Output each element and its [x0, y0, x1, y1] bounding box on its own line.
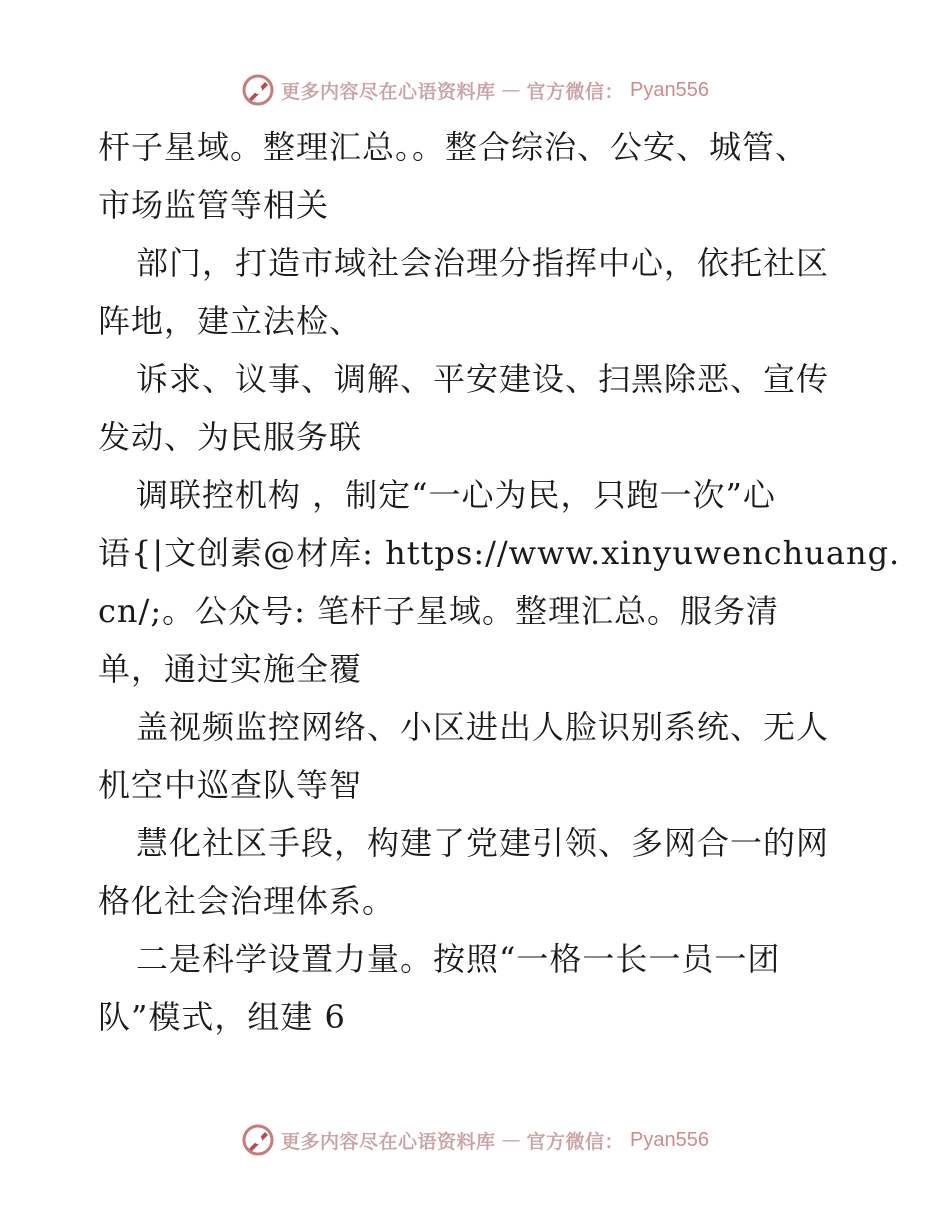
text-line: 部门，打造市域社会治理分指挥中心，依托社区: [136, 244, 830, 282]
document-body: [98, 118, 901, 1046]
watermark-id: Pyan556: [630, 78, 709, 101]
watermark-separator: —: [501, 79, 521, 101]
watermark-label: 官方微信：: [526, 1130, 625, 1153]
header-watermark: [0, 70, 950, 110]
text-line: 杆子星域。整理汇总。。整合综治、公安、城管、: [98, 128, 809, 166]
text-line: 阵地，建立法检、: [98, 302, 363, 340]
text-line: 发动、为民服务联: [98, 418, 363, 456]
watermark-separator: —: [501, 1129, 521, 1151]
watermark-text: 更多内容尽在心语资料库: [281, 80, 496, 103]
quill-logo-icon: [241, 1123, 275, 1157]
text-line: 语{|文创素@材库: https://www.xinyuwenchuang.: [98, 534, 901, 572]
text-line: 诉求、议事、调解、平安建设、扫黑除恶、宣传: [136, 360, 830, 398]
text-line: 格化社会治理体系。: [98, 882, 396, 920]
watermark-label: 官方微信：: [526, 80, 625, 103]
text-line: 慧化社区手段，构建了党建引领、多网合一的网: [136, 824, 830, 862]
watermark-id: Pyan556: [630, 1128, 709, 1151]
text-line: 单，通过实施全覆: [98, 650, 363, 688]
text-line: 盖视频监控网络、小区进出人脸识别系统、无人: [136, 708, 830, 746]
footer-watermark: [0, 1120, 950, 1160]
text-line: 二是科学设置力量。按照“一格一长一员一团: [136, 940, 781, 978]
text-line: 机空中巡查队等智: [98, 766, 363, 804]
text-line: 调联控机构 ，制定“一心为民，只跑一次”心: [136, 476, 776, 514]
text-line: 市场监管等相关: [98, 186, 330, 224]
text-line: cn/;。公众号: 笔杆子星域。整理汇总。服务清: [98, 592, 780, 630]
text-line: 队”模式，组建 6: [98, 998, 346, 1036]
watermark-text: 更多内容尽在心语资料库: [281, 1130, 496, 1153]
quill-logo-icon: [241, 73, 275, 107]
